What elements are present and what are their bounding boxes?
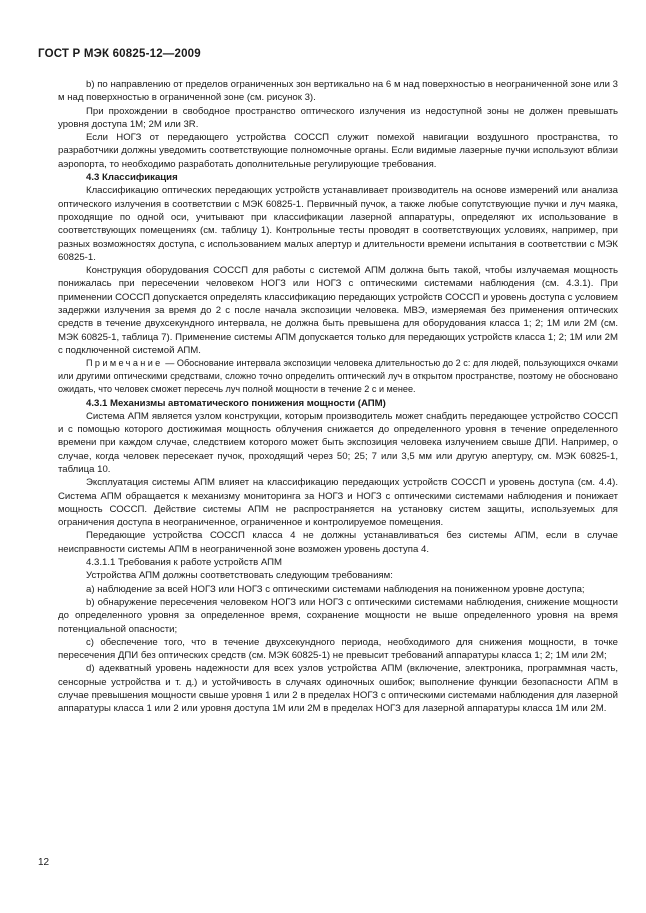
paragraph: Конструкция оборудования СОССП для работы с системой АПМ должна быть такой, чтобы излучаемая мощность понижалась при пересечении человеком НОГЗ или НОГЗ с оптическими системами наблюдения (см. 4.3.1). При применении СОССП допускается определять классификацию передающих устройств СОССП и уровень доступа с условием задержки излучения за время до 2 с после начала экспозиции человека. МВЭ, измеряемая без применения оптических средств в течение двухсекундного интервала, не должна быть превышена для оборудования класса 1; 2; 1М или 2М (см. МЭК 60825-1, таблица 7). Применение системы АПМ допускается только для передающих устройств класса 1; 2; 1М или 2М с подключенной системой АПМ. bbox=[58, 265, 618, 356]
note bbox=[58, 357, 618, 396]
paragraph: При прохождении в свободное пространство оптического излучения из недоступной зоны не должен превышать уровня доступа 1М; 2М или 3R. bbox=[58, 105, 618, 130]
section-heading-4-3: 4.3 Классификация bbox=[86, 172, 178, 184]
list-item-d: d) адекватный уровень надежности для всех узлов устройства АПМ (включение, электроника, программная часть, сенсорные устройства и т. д.) и устойчивость в случаях одиночных ошибок; выполнение функции безопасности АПМ в случае превышения мощности свыше уровня 1 или 2 в пределах НОГЗ с оптическими системами наблюдения для лазерной аппаратуры класса 1 или 2 или уровня доступа 1М или 2М в пределах НОГЗ для лазерной аппаратуры класса 1М или 2М. bbox=[58, 663, 618, 715]
list-item-b: b) обнаружение пересечения человеком НОГЗ или НОГЗ с оптическими системами наблюдения, снижение мощности до определенного уровня за определенное время, сохранение мощности не выше определенного уровня на время потенциальной опасности; bbox=[58, 596, 618, 635]
paragraph: Эксплуатация системы АПМ влияет на классификацию передающих устройств СОССП и уровень доступа (см. 4.4). Система АПМ обращается к механизму мониторинга за НОГЗ и НОГЗ с оптическими системами наблюдения и понижает мощность СОССП. Действие системы АПМ не распространяется на установку систем защиты, используемых для ограничения доступа в неограниченное, ограниченное и контролируемое помещения. bbox=[58, 477, 618, 529]
page-number: 12 bbox=[38, 857, 50, 868]
note-text: — Обоснование интервала экспозиции человека длительностью до 2 с: для людей, пользующихся очками или другими оптическими средствами, сложно точно определить оптический луч в открытом пространстве, поэтому не обосновано ожидать, что человек сможет пересечь луч полной мощности в течение 2 с и менее. bbox=[58, 358, 618, 395]
paragraph: Передающие устройства СОССП класса 4 не должны устанавливаться без системы АПМ, если в случае неисправности системы АПМ в неограниченной зоне возможен уровень доступа 4. bbox=[58, 530, 618, 555]
list-item-a: a) наблюдение за всей НОГЗ или НОГЗ с оптическими системами наблюдения на пониженном уровне доступа; bbox=[86, 583, 585, 595]
list-item-c: c) обеспечение того, что в течение двухсекундного периода, необходимого для снижения мощности, в точке пересечения ДПИ без оптических средств (см. МЭК 60825-1) не превысит требований аппаратуры класса 1; 2; 1М или 2М; bbox=[58, 636, 618, 662]
paragraph: b) по направлению от пределов ограниченных зон вертикально на 6 м над поверхностью в неограниченной зоне или 3 м над поверхностью в ограниченной зоне (см. рисунок 3). bbox=[58, 79, 618, 104]
section-heading-4-3-1: 4.3.1 Механизмы автоматического понижения мощности (АПМ) bbox=[86, 397, 386, 409]
document-header: ГОСТ Р МЭК 60825-12—2009 bbox=[38, 48, 201, 60]
paragraph: Устройства АПМ должны соответствовать следующим требованиям: bbox=[86, 570, 393, 582]
paragraph: Если НОГЗ от передающего устройства СОССП служит помехой навигации воздушного пространства, то разработчики должны уведомить соответствующие полномочные органы. Если видимые лазерные пучки используют вблизи аэропорта, то необходимо разработать дополнительные регулирующие требования. bbox=[58, 132, 618, 170]
paragraph: Классификацию оптических передающих устройств устанавливает производитель на основе измерений или анализа оптического излучения в соответствии с МЭК 60825-1. Первичный пучок, а также любые сопутствующие пучки и луч маяка, проходящие по одной оси, учитывают при классификации лазерной аппаратуры, определяют их использование в соответствующих помещениях (см. таблицу 1). Контрольные тесты проводят в соответствующих условиях, например, при разных возможностях доступа, с использованием малых апертур и длительности времени испытания в соответствии с МЭК 60825-1. bbox=[58, 185, 618, 263]
page-body bbox=[58, 78, 618, 716]
subsection-heading-4-3-1-1: 4.3.1.1 Требования к работе устройств АПМ bbox=[86, 557, 283, 569]
paragraph: Система АПМ является узлом конструкции, которым производитель может снабдить передающее устройство СОССП и с помощью которого достижимая мощность облучения снижается до определенного уровня в течение определенного времени при каждом случае, следствием которого может быть экспозиция человека излучением свыше ДПИ. Например, о случае, когда человек пересекает пучок, проходящий через 50; 25; 7 или 3,5 мм или другую апертуру, см. МЭК 60825-1, таблица 10. bbox=[58, 410, 618, 475]
note-label: Примечание bbox=[86, 358, 163, 369]
